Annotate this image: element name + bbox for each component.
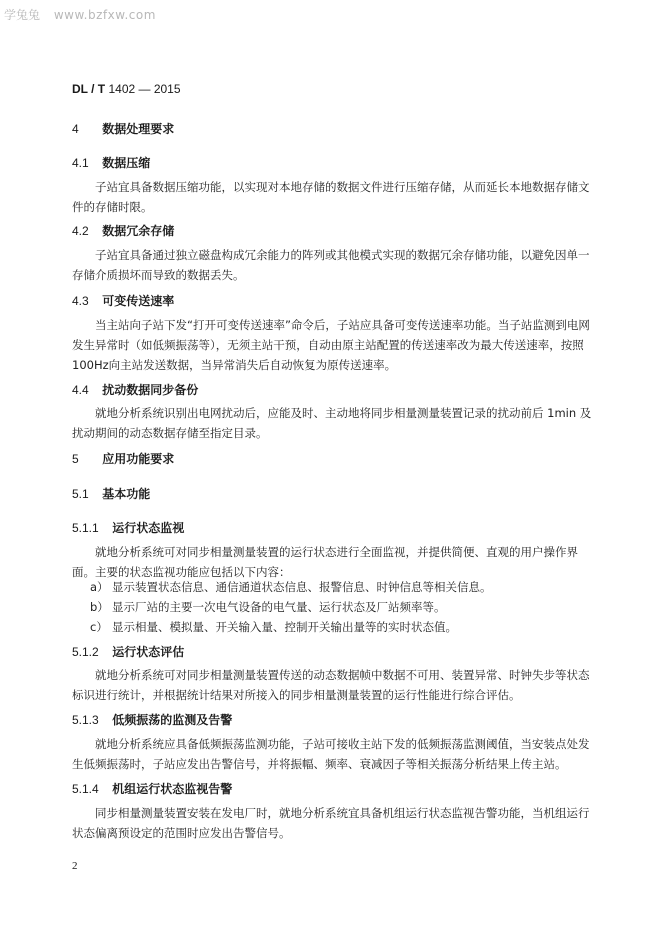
list-text: 显示相量、模拟量、开关输入量、控制开关输出量等的实时状态值。 [112, 620, 457, 634]
heading-4 [72, 120, 174, 137]
heading-number: 5.1.3 [72, 713, 99, 727]
standard-number: 1402 — 2015 [108, 82, 181, 96]
heading-number: 5 [72, 452, 79, 466]
heading-number: 5.1 [72, 487, 89, 501]
heading-number: 4.4 [72, 383, 89, 397]
heading-number: 4 [72, 122, 79, 136]
heading-title: 运行状态评估 [112, 645, 185, 659]
heading-4-3 [72, 292, 174, 309]
heading-4-4 [72, 381, 198, 398]
heading-number: 5.1.1 [72, 521, 99, 535]
heading-number: 5.1.2 [72, 645, 99, 659]
heading-title: 数据冗余存储 [102, 224, 175, 238]
heading-title: 扰动数据同步备份 [102, 383, 199, 397]
list-item [90, 597, 446, 617]
list-text: 显示装置状态信息、通信通道状态信息、报警信息、时钟信息等相关信息。 [112, 580, 492, 594]
heading-title: 数据处理要求 [102, 122, 175, 136]
heading-title: 应用功能要求 [102, 452, 175, 466]
paragraph-5-1-3: 就地分析系统应具备低频振荡监测功能，子站可接收主站下发的低频振荡监测阈值，当安装点处发生低频振荡时，子站应发出告警信号，并将振幅、频率、衰减因子等相关振荡分析结果上传主站。 [72, 737, 590, 771]
list-marker: c） [90, 620, 108, 634]
paragraph-5-1-4: 同步相量测量装置安装在发电厂时，就地分析系统宜具备机组运行状态监视告警功能，当机组运行状态偏离预设定的范围时应发出告警信号。 [72, 806, 590, 840]
list-marker: a） [90, 580, 109, 594]
list-text: 显示厂站的主要一次电气设备的电气量、运行状态及厂站频率等。 [112, 600, 446, 614]
heading-5-1-1 [72, 519, 184, 536]
standard-code [72, 82, 181, 96]
watermark-site: www.bzfxw.com [53, 8, 156, 22]
heading-5-1-4 [72, 780, 232, 797]
paragraph-5-1-2: 就地分析系统可对同步相量测量装置传送的动态数据帧中数据不可用、装置异常、时钟失步等状态标识进行统计，并根据统计结果对所接入的同步相量测量装置的运行性能进行综合评估。 [72, 668, 590, 702]
heading-title: 低频振荡的监测及告警 [112, 713, 233, 727]
list-marker: b） [90, 600, 109, 614]
heading-title: 数据压缩 [102, 156, 151, 170]
heading-title: 机组运行状态监视告警 [112, 782, 233, 796]
heading-5 [72, 450, 174, 467]
heading-number: 4.2 [72, 224, 89, 238]
heading-4-2 [72, 222, 174, 239]
page-number: 2 [72, 860, 78, 872]
paragraph-4-2: 子站宜具备通过独立磁盘构成冗余能力的阵列或其他模式实现的数据冗余存储功能，以避免因单一存储介质损坏而导致的数据丢失。 [72, 248, 590, 282]
watermark [4, 6, 156, 23]
heading-5-1 [72, 485, 150, 502]
heading-title: 可变传送速率 [102, 294, 175, 308]
heading-5-1-2 [72, 643, 184, 660]
heading-5-1-3 [72, 711, 232, 728]
paragraph-4-3: 当主站向子站下发“打开可变传送速率”命令后，子站应具备可变传送速率功能。当子站监测到电网发生异常时（如低频振荡等），无须主站干预，自动由原主站配置的传送速率改为最大传送速率，按照100Hz向主站发送数据，当异常消失后自动恢复为原传送速率。 [72, 318, 590, 372]
watermark-brand: 学兔兔 [4, 8, 41, 22]
heading-title: 运行状态监视 [112, 521, 185, 535]
paragraph-5-1-1: 就地分析系统可对同步相量测量装置的运行状态进行全面监视，并提供简便、直观的用户操作界面。主要的状态监视功能应包括以下内容： [72, 545, 578, 579]
heading-title: 基本功能 [102, 487, 151, 501]
heading-number: 4.1 [72, 156, 89, 170]
heading-number: 4.3 [72, 294, 89, 308]
heading-4-1 [72, 154, 150, 171]
list-item [90, 617, 457, 637]
standard-prefix: DL / T [72, 82, 106, 96]
heading-number: 5.1.4 [72, 782, 99, 796]
paragraph-4-1: 子站宜具备数据压缩功能，以实现对本地存储的数据文件进行压缩存储，从而延长本地数据存储文件的存储时限。 [72, 180, 590, 214]
paragraph-4-4: 就地分析系统识别出电网扰动后，应能及时、主动地将同步相量测量装置记录的扰动前后 1min 及扰动期间的动态数据存储至指定目录。 [72, 406, 592, 440]
list-item [90, 577, 492, 597]
